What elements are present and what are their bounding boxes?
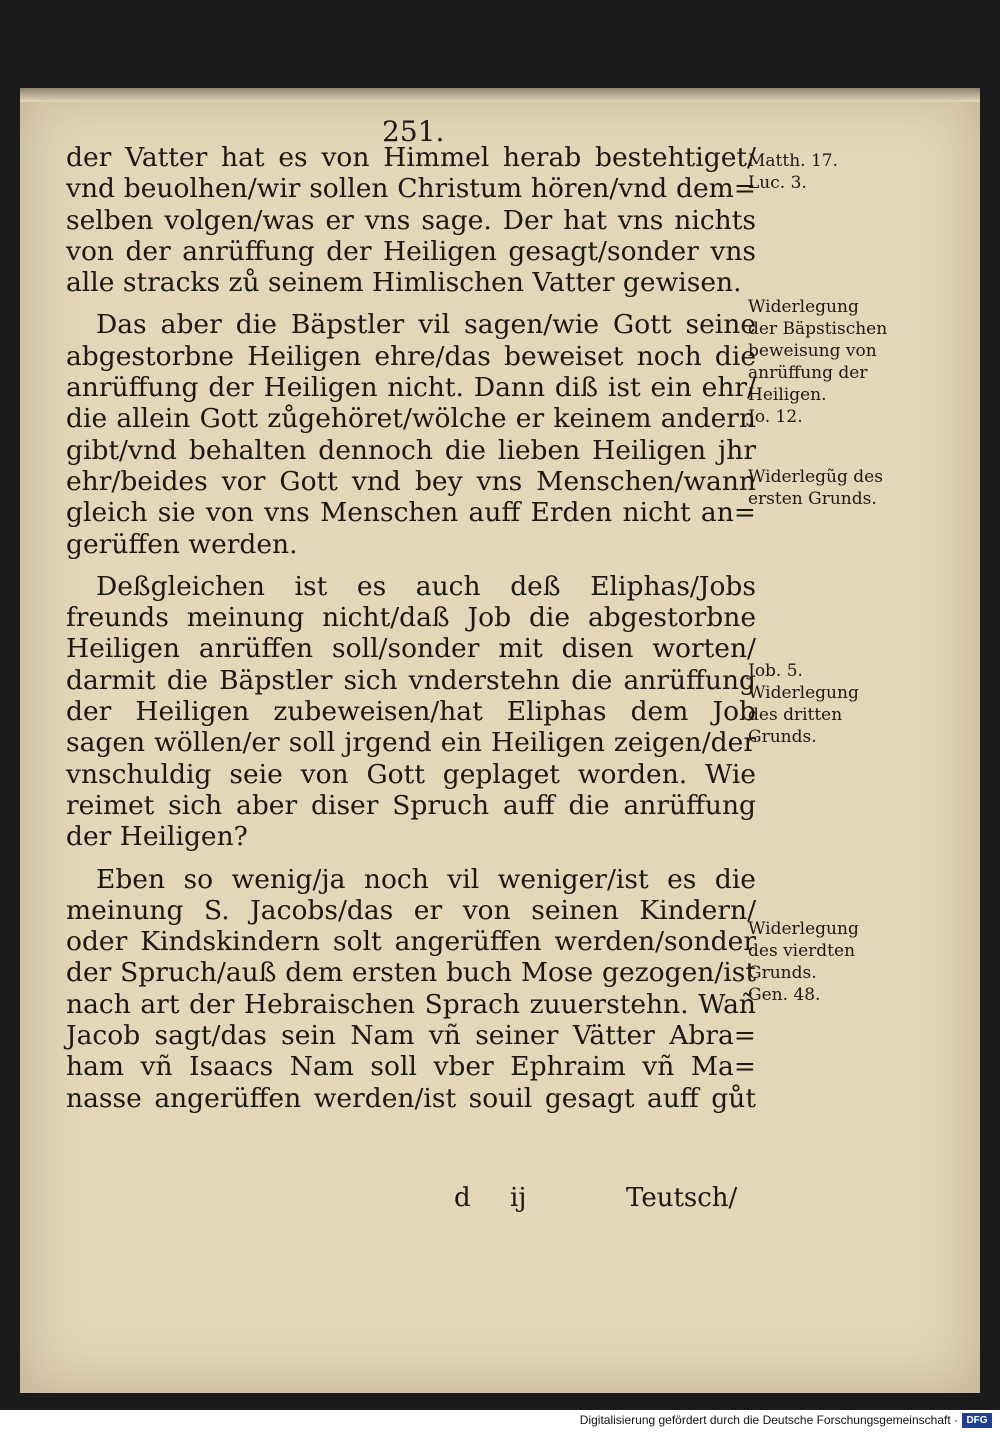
paragraph-2 [66,309,756,559]
text-line: vnschuldig seie von Gott geplaget worden. Wie [66,758,756,790]
text-line: sagen wöllen/er soll jrgend ein Heiligen zeigen/der [66,727,756,759]
text-line: darmit die Bäpstler sich vnderstehn die anrüffung [66,664,756,696]
text-line: der Spruch/auß dem ersten buch Mose gezogen/ist [66,957,756,989]
margin-note-line: anrüffung der [748,363,868,383]
text-line: der Heiligen zubeweisen/hat Eliphas dem Job [66,696,756,728]
text-line: die allein Gott zůgehöret/wölche er keinem andern [66,403,756,435]
margin-note-4 [748,660,948,748]
text-line: Deßgleichen ist es auch deß Eliphas/Jobs [96,570,756,602]
margin-note-line: Grunds. [748,727,817,747]
margin-note-line: der Bäpstischen [748,319,888,339]
text-line: vnd beuolhen/wir sollen Christum hören/vnd dem= [66,173,756,205]
text-line: oder Kindskindern solt angerüffen werden/sonder [66,926,756,958]
text-line: selben volgen/was er vns sage. Der hat vns nichts [66,204,756,236]
footer-bar [0,1410,1000,1432]
text-line: Jacob sagt/das sein Nam vñ seiner Vätter Abra= [66,1020,756,1052]
text-line: abgestorbne Heiligen ehre/das beweiset noch die [66,340,756,372]
page-number: 251. [382,115,445,148]
text-line: der Heiligen? [66,821,248,853]
page-edge-shadow [20,88,980,102]
margin-note-line: Grunds. [748,963,817,983]
margin-note-line: Widerlegũg des [748,467,883,487]
margin-note-1 [748,150,948,194]
text-line: freunds meinung nicht/daß Job die abgestorbne [66,602,756,634]
margin-note-line: Matth. 17. [748,151,838,171]
margin-note-line: Jo. 12. [748,407,803,427]
text-line: Eben so wenig/ja noch vil weniger/ist es die [96,863,756,895]
margin-note-5 [748,918,948,1006]
text-line: anrüffung der Heiligen nicht. Dann diß ist ein ehr/ [66,372,756,404]
margin-note-line: des dritten [748,705,843,725]
signature-mark-ij: ij [510,1183,527,1213]
funding-notice: Digitalisierung gefördert durch die Deutsche Forschungsgemeinschaft · [579,1413,958,1427]
margin-note-line: Widerlegung [748,919,859,939]
text-line: ham vñ Isaacs Nam soll vber Ephraim vñ Ma= [66,1051,756,1083]
margin-note-2 [748,296,948,428]
text-line: Das aber die Bäpstler vil sagen/wie Gott seine [96,309,756,341]
margin-note-line: Gen. 48. [748,985,821,1005]
text-line: gerüffen werden. [66,528,298,560]
text-line: nach art der Hebraischen Sprach zuuerstehn. Wañ [66,988,756,1020]
paragraph-4 [66,864,756,1114]
text-line: Heiligen anrüffen soll/sonder mit disen worten/ [66,633,756,665]
paragraph-1 [66,142,756,298]
margin-note-line: beweisung von [748,341,877,361]
text-line: gleich sie von vns Menschen auff Erden nicht an= [66,497,756,529]
margin-note-line: des vierdten [748,941,856,961]
paragraph-3 [66,571,756,853]
text-line: meinung S. Jacobs/das er von seinen Kindern/ [66,894,756,926]
margin-note-line: Luc. 3. [748,173,807,193]
text-line: alle stracks zů seinem Himlischen Vatter gewisen. [66,267,742,299]
dfg-logo: DFG [962,1413,992,1428]
text-line: der Vatter hat es von Himmel herab bestehtiget/ [66,142,756,173]
margin-note-line: Heiligen. [748,385,827,405]
text-line: gibt/vnd behalten dennoch die lieben Heiligen jhr [66,434,756,466]
text-line: ehr/beides vor Gott vnd bey vns Menschen/wann [66,465,756,497]
text-line: nasse angerüffen werden/ist souil gesagt auff gůt [66,1082,756,1114]
margin-note-line: Widerlegung [748,683,859,703]
main-text-block [66,142,756,1114]
margin-note-line: Job. 5. [748,661,803,681]
catchword: Teutsch/ [626,1183,738,1213]
margin-note-line: ersten Grunds. [748,489,877,509]
margin-note-3 [748,466,948,510]
text-line: reimet sich aber diser Spruch auff die anrüffung [66,789,756,821]
text-line: von der anrüffung der Heiligen gesagt/sonder vns [66,235,756,267]
margin-note-line: Widerlegung [748,297,859,317]
signature-mark-d: d [454,1183,471,1213]
